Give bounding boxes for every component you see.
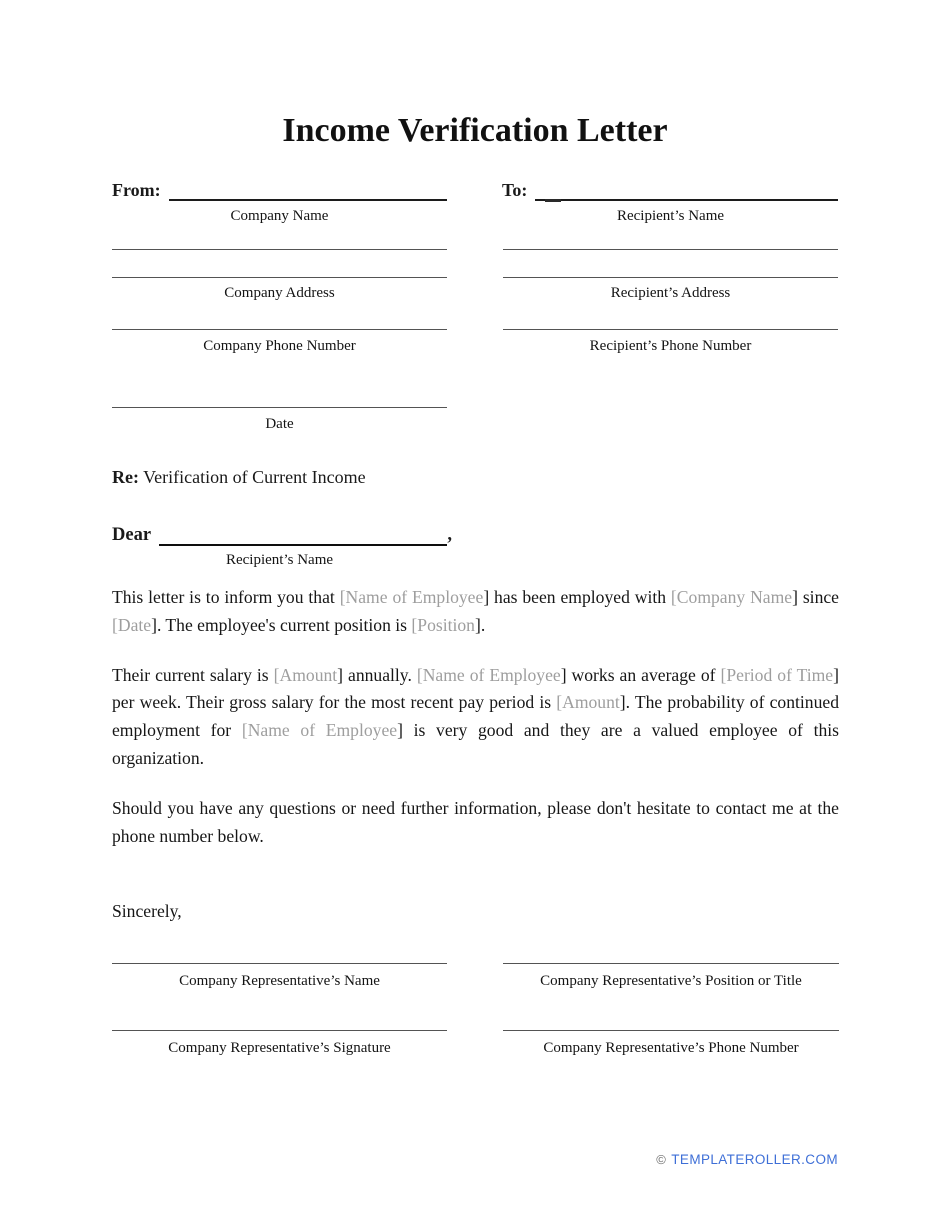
body-paragraph-3: Should you have any questions or need further information, please don't hesitate to contact me at the phone number below.: [112, 797, 839, 846]
placeholder-close-bracket: ]: [619, 692, 626, 713]
document-title: Income Verification Letter: [282, 112, 668, 149]
closing-text: Sincerely,: [112, 901, 182, 921]
placeholder-open-bracket: [: [416, 664, 423, 685]
placeholder-close-bracket: ]: [474, 614, 481, 635]
company-address-blank-line-1: [112, 249, 447, 250]
placeholder-close-bracket: ]: [151, 614, 157, 635]
placeholder-open-bracket: [: [273, 664, 280, 685]
recipient-phone-blank-line: [503, 329, 838, 330]
from-row: [112, 176, 447, 201]
placeholder-close-bracket: ]: [337, 664, 344, 685]
placeholder-field: Name of Employee: [247, 720, 398, 741]
company-name-caption: Company Name: [230, 208, 329, 224]
placeholder-field: Name of Employee: [345, 587, 484, 607]
recipient-phone-caption: Recipient’s Phone Number: [589, 338, 752, 354]
placeholder-field: Period of Time: [726, 664, 834, 685]
placeholder-field: Position: [417, 614, 475, 635]
salutation-blank-line: [159, 520, 447, 546]
representative-phone-blank-line: [503, 1030, 839, 1031]
representative-phone-caption: Company Representative’s Phone Number: [543, 1040, 799, 1056]
representative-name-blank-line: [112, 963, 447, 964]
placeholder-close-bracket: ]: [833, 664, 839, 685]
dear-label: Dear: [112, 525, 152, 545]
templateroller-link[interactable]: TEMPLATEROLLER.COM: [671, 1152, 838, 1167]
recipient-name-blank-line: [535, 176, 838, 201]
recipient-address-caption: Recipient’s Address: [610, 285, 731, 301]
placeholder-close-bracket: ]: [483, 587, 490, 607]
date-caption: Date: [265, 416, 294, 432]
placeholder-close-bracket: ]: [560, 664, 567, 685]
copyright-icon: ©: [656, 1152, 667, 1167]
date-blank-line: [112, 407, 447, 408]
company-address-blank-line-2: [112, 277, 447, 278]
footer: [656, 1152, 838, 1167]
placeholder-open-bracket: [: [112, 614, 118, 635]
representative-signature-blank-line: [112, 1030, 447, 1031]
placeholder-open-bracket: [: [670, 587, 677, 607]
placeholder-open-bracket: [: [241, 720, 248, 741]
recipient-address-blank-line-2: [503, 277, 838, 278]
placeholder-field: Company Name: [676, 587, 793, 607]
recipient-address-blank-line-1: [503, 249, 838, 250]
stray-underscore-mark: [545, 199, 561, 202]
representative-position-caption: Company Representative’s Position or Title: [540, 973, 802, 989]
re-text: Verification of Current Income: [138, 467, 366, 487]
representative-position-blank-line: [503, 963, 839, 964]
placeholder-field: Amount: [279, 664, 338, 685]
company-address-caption: Company Address: [224, 285, 335, 301]
re-label: Re:: [112, 467, 139, 487]
representative-name-caption: Company Representative’s Name: [179, 973, 380, 989]
body-paragraph-1: This letter is to inform you that [Name of Employee] has been employed with [Company Name] since [Date]. The employee's current position is [Position].: [112, 587, 839, 635]
company-phone-blank-line: [112, 329, 447, 330]
company-phone-caption: Company Phone Number: [203, 338, 356, 354]
placeholder-open-bracket: [: [411, 614, 418, 635]
placeholder-close-bracket: ]: [397, 720, 403, 741]
placeholder-close-bracket: ]: [792, 587, 798, 607]
to-label: To:: [502, 180, 528, 200]
letter-body: [112, 584, 839, 872]
from-label: From:: [112, 180, 161, 200]
representative-signature-caption: Company Representative’s Signature: [168, 1040, 391, 1056]
salutation-caption: Recipient’s Name: [225, 552, 334, 568]
placeholder-field: Date: [117, 614, 152, 635]
recipient-name-caption: Recipient’s Name: [616, 208, 725, 224]
body-paragraph-2: Their current salary is [Amount] annually. [Name of Employee] works an average of [Period of Time] per week. Their gross salary for the most recent pay period is [Amount]. The probability of continued employment for [Name of Employee] is very good and they are a valued employee of this organization.: [112, 664, 839, 768]
salutation-comma: ,: [447, 525, 452, 545]
to-row: [502, 176, 838, 201]
company-name-blank-line: [169, 176, 447, 201]
placeholder-open-bracket: [: [720, 664, 727, 685]
placeholder-field: Name of Employee: [422, 664, 561, 685]
placeholder-open-bracket: [: [556, 692, 563, 713]
placeholder-open-bracket: [: [339, 587, 346, 607]
placeholder-field: Amount: [562, 692, 620, 713]
salutation-row: [112, 520, 452, 546]
re-line: [112, 467, 366, 488]
